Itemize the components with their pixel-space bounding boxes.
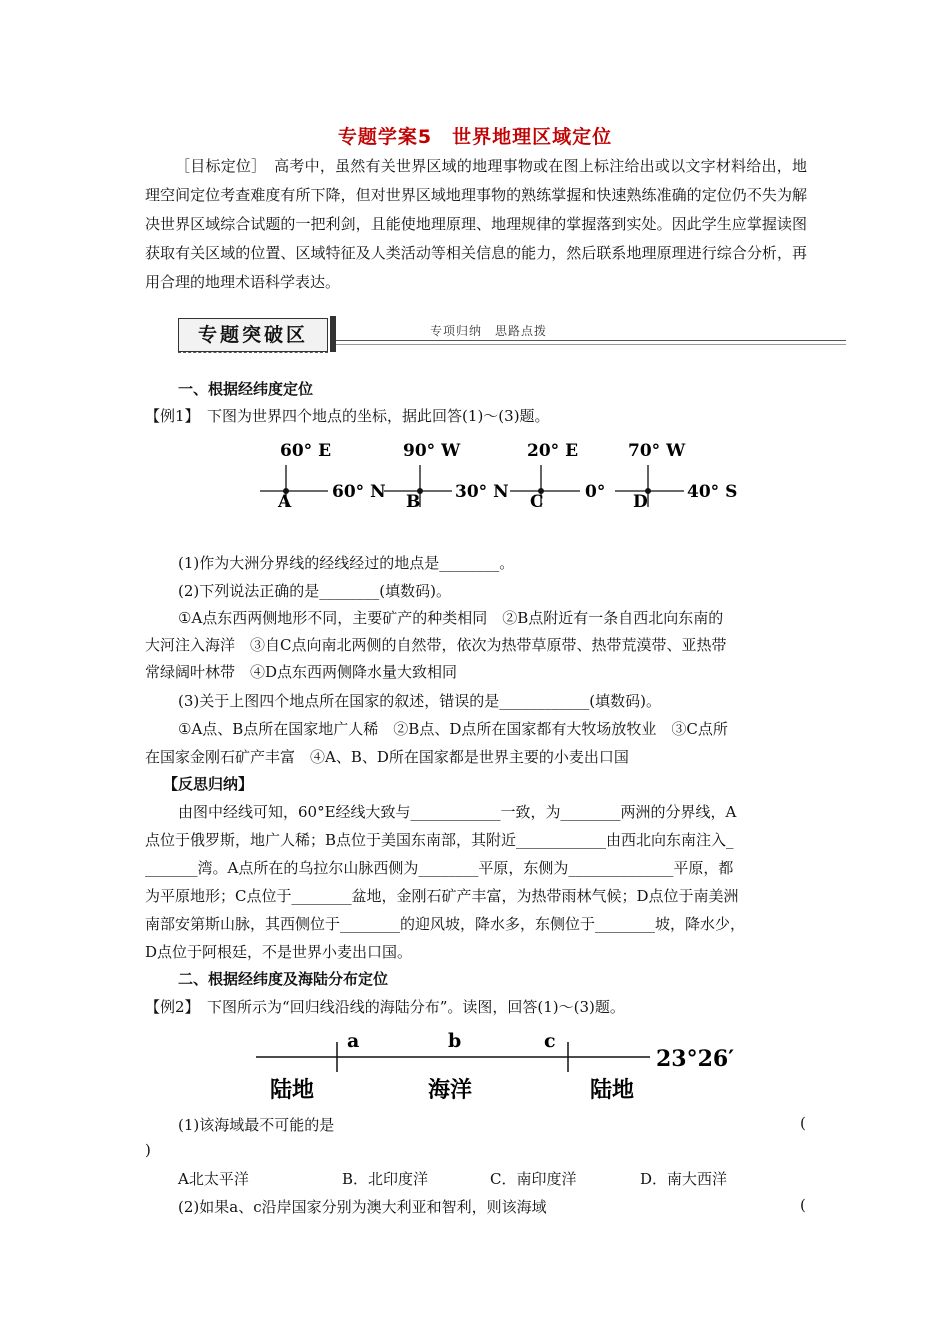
- ocean-label: 海洋: [428, 1077, 473, 1103]
- coordinate-diagram: [250, 432, 738, 522]
- banner-divider: [330, 316, 336, 352]
- point-label: B: [406, 492, 421, 512]
- s2-q2-paren-open: (: [800, 1196, 806, 1214]
- reflect-line-1: 由图中经线可知，60°E经线大致与____________一致，为________两洲的分界线，A: [178, 803, 737, 821]
- section2-heading: 二、根据经纬度及海陆分布定位: [178, 970, 389, 988]
- lon-label: 60° E: [280, 441, 332, 461]
- question-2-options-2: 大河注入海洋 ③自C点向南北两侧的自然带，依次为热带草原带、热带荒漠带、亚热带: [145, 636, 727, 654]
- point-label: D: [633, 492, 648, 512]
- banner-title: 专题突破区: [178, 318, 328, 352]
- lat-label: 40° S: [687, 482, 738, 502]
- lon-label: 90° W: [403, 441, 461, 461]
- latitude-label: 23°26′: [656, 1046, 735, 1072]
- s2-q1-option-d: D．南大西洋: [640, 1170, 728, 1188]
- reflect-line-2: 点位于俄罗斯，地广人稀；B点位于美国东南部，其附近____________由西北向东南注入_: [145, 831, 734, 849]
- question-1: (1)作为大洲分界线的经线经过的地点是________。: [178, 554, 515, 572]
- s2-q1-paren-open: (: [800, 1114, 806, 1132]
- reflect-line-3: _______湾。A点所在的乌拉尔山脉西侧为________平原，东侧为______________平原，都: [145, 859, 734, 877]
- question-3: (3)关于上图四个地点所在国家的叙述，错误的是____________(填数码)。: [178, 692, 661, 710]
- s2-question-1: (1)该海域最不可能的是: [178, 1116, 335, 1134]
- page-title: 专题学案5 世界地理区域定位: [337, 126, 613, 148]
- point-d: [615, 441, 737, 512]
- intro-paragraph: ［目标定位］ 高考中，虽然有关世界区域的地理事物或在图上标注给出或以文字材料给出，地理空间定位考查难度有所下降，但对世界区域地理事物的熟练掌握和快速熟练准确的定位仍不失为解决世界区域综合试题的一把利剑，且能使地理原理、地理规律的掌握落到实处。因此学生应掌握读图获取有关区域的位置、区域特征及人类活动等相关信息的能力，然后联系地理原理进行综合分析，再用合理的地理术语科学表达。: [145, 157, 807, 291]
- example1-text: 【例1】 下图为世界四个地点的坐标，据此回答(1)～(3)题。: [145, 407, 550, 425]
- reflect-heading: 【反思归纳】: [163, 775, 254, 793]
- mark-b: b: [448, 1030, 462, 1052]
- lat-label: 60° N: [332, 482, 386, 502]
- banner-rule-2: [336, 344, 846, 345]
- question-2-options-3: 常绿阔叶林带 ④D点东西两侧降水量大致相同: [145, 663, 458, 681]
- s2-q1-option-a: A北太平洋: [178, 1170, 249, 1188]
- question-2: (2)下列说法正确的是________(填数码)。: [178, 582, 451, 600]
- s2-q1-paren-close: ): [145, 1141, 151, 1159]
- point-label: C: [530, 492, 544, 512]
- banner-subtitle: 专项归纳 思路点拨: [430, 324, 548, 338]
- lon-label: 70° W: [628, 441, 686, 461]
- left-land-label: 陆地: [270, 1077, 315, 1103]
- right-land-label: 陆地: [590, 1077, 635, 1103]
- mark-a: a: [347, 1030, 360, 1052]
- s2-question-2: (2)如果a、c沿岸国家分别为澳大利亚和智利，则该海域: [178, 1198, 547, 1216]
- banner-rule: [336, 340, 846, 341]
- reflect-line-5: 南部安第斯山脉，其西侧位于________的迎风坡，降水多，东侧位于________坡，降水少，: [145, 915, 746, 933]
- point-b: [384, 441, 509, 512]
- lon-label: 20° E: [527, 441, 579, 461]
- example2-text: 【例2】 下图所示为“回归线沿线的海陆分布”。读图，回答(1)～(3)题。: [145, 998, 625, 1016]
- point-a: [260, 441, 386, 512]
- s2-q1-option-b: B．北印度洋: [342, 1170, 429, 1188]
- sea-land-diagram: [250, 1027, 735, 1105]
- banner-dash: [178, 352, 328, 353]
- section1-heading: 一、根据经纬度定位: [178, 380, 314, 398]
- question-2-options-1: ①A点东西两侧地形不同，主要矿产的种类相同 ②B点附近有一条自西北向东南的: [178, 609, 724, 627]
- s2-q1-option-c: C．南印度洋: [490, 1170, 577, 1188]
- lat-label: 0°: [585, 482, 606, 502]
- point-label: A: [278, 492, 292, 512]
- question-3-options-1: ①A点、B点所在国家地广人稀 ②B点、D点所在国家都有大牧场放牧业 ③C点所: [178, 720, 728, 738]
- point-c: [510, 441, 605, 512]
- question-3-options-2: 在国家金刚石矿产丰富 ④A、B、D所在国家都是世界主要的小麦出口国: [145, 748, 629, 766]
- mark-c: c: [544, 1030, 556, 1052]
- reflect-line-4: 为平原地形；C点位于________盆地，金刚石矿产丰富，为热带雨林气候；D点位于南美洲: [145, 887, 739, 905]
- lat-label: 30° N: [455, 482, 509, 502]
- reflect-line-6: D点位于阿根廷，不是世界小麦出口国。: [145, 943, 413, 961]
